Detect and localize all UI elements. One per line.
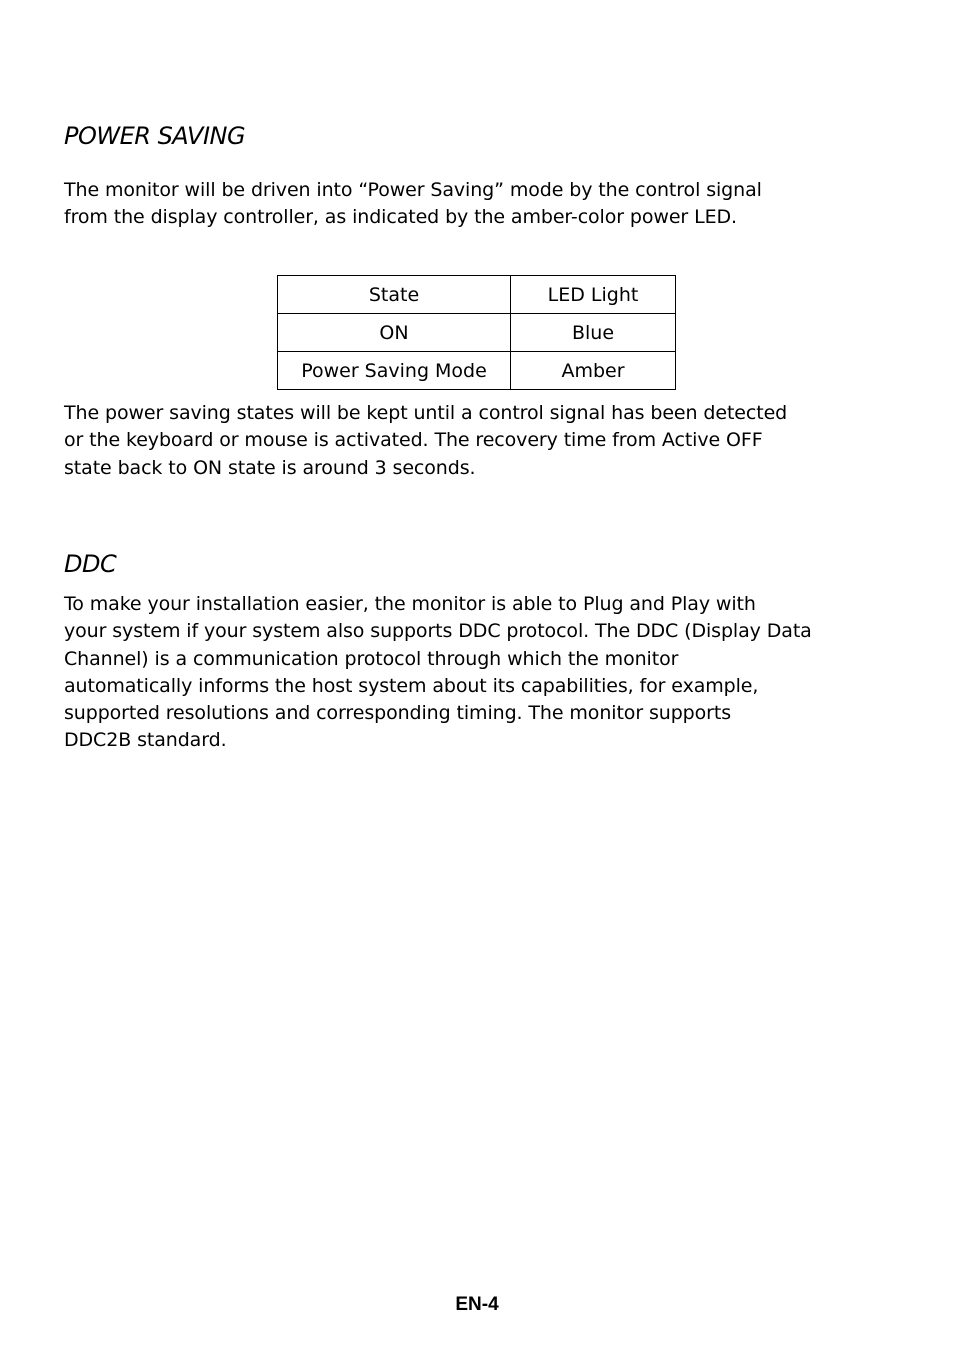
table-cell-state: Power Saving Mode [278,352,511,390]
paragraph-line: supported resolutions and corresponding timing. The monitor supports [64,702,732,725]
page-number: EN-4 [455,1294,499,1315]
table-header-state: State [278,276,511,314]
ddc-paragraph [64,591,892,755]
paragraph-line: automatically informs the host system about its capabilities, for example, [64,674,759,697]
paragraph-line: Channel) is a communication protocol through which the monitor [64,647,679,670]
table-cell-state: ON [278,314,511,352]
paragraph-line: The power saving states will be kept until a control signal has been detected [64,402,788,424]
ddc-heading: DDC [64,550,117,578]
power-saving-heading: POWER SAVING [64,122,246,150]
table-row [278,314,676,352]
paragraph-line: state back to ON state is around 3 seconds. [64,456,476,479]
paragraph-line: your system if your system also supports DDC protocol. The DDC (Display Data [64,620,812,643]
power-saving-intro-paragraph [64,177,892,232]
paragraph-line: from the display controller, as indicated by the amber-color power LED. [64,206,737,229]
paragraph-line: The monitor will be driven into “Power Saving” mode by the control signal [64,179,762,201]
recovery-paragraph [64,400,892,482]
led-state-table [277,275,676,390]
table-row [278,352,676,390]
paragraph-line: DDC2B standard. [64,729,227,752]
table-header-led-light: LED Light [511,276,676,314]
table-header-row [278,276,676,314]
paragraph-line: To make your installation easier, the monitor is able to Plug and Play with [64,593,756,615]
paragraph-line: or the keyboard or mouse is activated. The recovery time from Active OFF [64,429,763,452]
table-cell-led-light: Amber [511,352,676,390]
table-cell-led-light: Blue [511,314,676,352]
